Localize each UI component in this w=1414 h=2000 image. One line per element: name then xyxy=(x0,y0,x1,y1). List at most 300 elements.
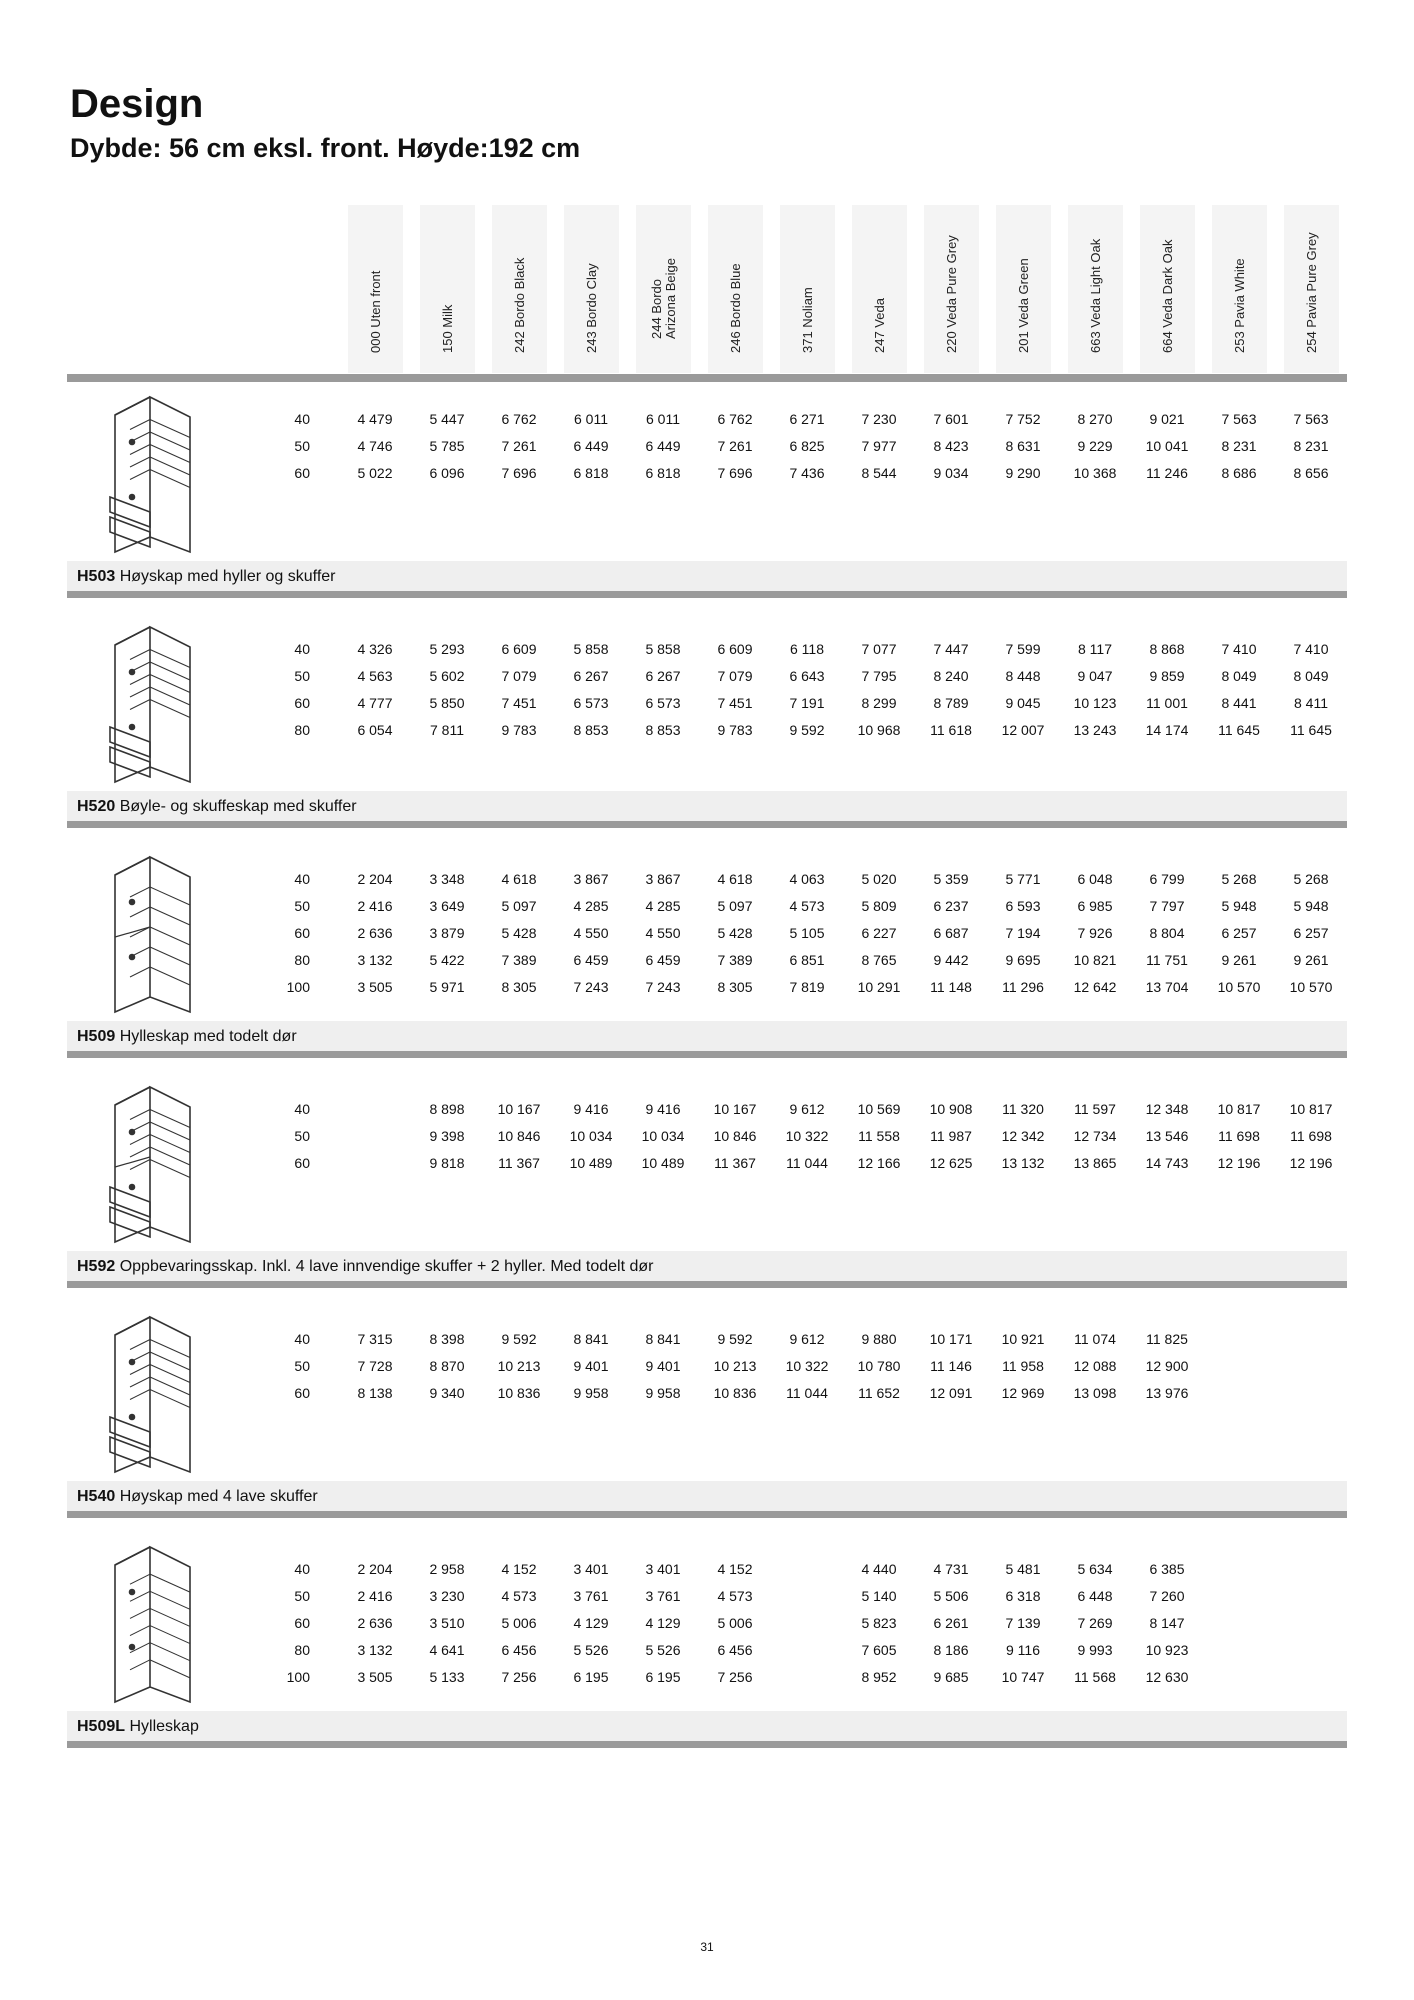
price-cell: 5 105 xyxy=(789,925,825,941)
price-cell: 5 097 xyxy=(717,898,753,914)
price-cell: 8 411 xyxy=(1294,695,1328,711)
price-cell: 6 459 xyxy=(573,952,609,968)
price-cell: 12 630 xyxy=(1145,1669,1189,1685)
width-cell: 60 xyxy=(294,925,310,941)
price-cell: 8 049 xyxy=(1293,668,1329,684)
price-cell: 11 246 xyxy=(1146,465,1188,481)
price-cell: 9 416 xyxy=(573,1101,609,1117)
price-cell: 7 811 xyxy=(430,722,464,738)
price-cell: 6 448 xyxy=(1077,1588,1113,1604)
price-cell: 13 865 xyxy=(1073,1155,1117,1171)
price-cell: 8 441 xyxy=(1221,695,1257,711)
price-cell: 6 096 xyxy=(429,465,465,481)
price-cell: 7 563 xyxy=(1293,411,1329,427)
price-cell: 11 645 xyxy=(1218,722,1260,738)
price-cell: 6 195 xyxy=(645,1669,681,1685)
price-cell: 13 546 xyxy=(1145,1128,1189,1144)
column-header-label: 243 Bordo Clay xyxy=(583,263,599,353)
column-header-label: 371 Noliam xyxy=(799,287,815,353)
price-cell: 12 348 xyxy=(1145,1101,1189,1117)
price-cell: 10 171 xyxy=(929,1331,973,1347)
section-divider xyxy=(67,1051,1347,1058)
price-cell: 4 573 xyxy=(789,898,825,914)
column-header-label: 247 Veda xyxy=(871,298,887,353)
price-cell: 10 570 xyxy=(1217,979,1261,995)
column-header xyxy=(420,205,475,373)
price-cell: 5 422 xyxy=(429,952,465,968)
price-cell: 7 696 xyxy=(717,465,753,481)
price-cell: 6 985 xyxy=(1077,898,1113,914)
price-cell: 8 138 xyxy=(357,1385,393,1401)
width-cell: 60 xyxy=(294,1155,310,1171)
price-cell: 4 746 xyxy=(357,438,393,454)
price-cell: 8 656 xyxy=(1293,465,1329,481)
price-cell: 10 908 xyxy=(929,1101,973,1117)
price-cell: 3 348 xyxy=(429,871,465,887)
width-cell: 50 xyxy=(294,1358,310,1374)
price-cell: 11 987 xyxy=(930,1128,972,1144)
width-cell: 80 xyxy=(294,722,310,738)
price-cell: 7 230 xyxy=(861,411,897,427)
price-cell: 8 870 xyxy=(429,1358,465,1374)
price-cell: 7 256 xyxy=(717,1669,753,1685)
price-cell: 8 448 xyxy=(1005,668,1041,684)
price-cell: 13 243 xyxy=(1073,722,1117,738)
price-cell: 7 194 xyxy=(1005,925,1041,941)
price-cell: 3 132 xyxy=(357,1642,393,1658)
price-cell: 9 398 xyxy=(429,1128,465,1144)
price-cell: 5 268 xyxy=(1221,871,1257,887)
price-cell: 4 129 xyxy=(573,1615,609,1631)
price-cell: 5 634 xyxy=(1077,1561,1113,1577)
width-cell: 40 xyxy=(294,411,310,427)
price-cell: 9 034 xyxy=(933,465,969,481)
price-cell: 9 401 xyxy=(573,1358,609,1374)
price-cell: 8 305 xyxy=(717,979,753,995)
price-cell: 8 841 xyxy=(573,1331,609,1347)
price-cell: 9 958 xyxy=(573,1385,609,1401)
price-cell: 7 191 xyxy=(789,695,825,711)
price-cell: 9 045 xyxy=(1005,695,1041,711)
price-cell: 12 196 xyxy=(1217,1155,1261,1171)
price-cell: 7 451 xyxy=(717,695,753,711)
price-cell: 6 118 xyxy=(790,641,824,657)
product-label-bar xyxy=(67,1481,1347,1511)
price-cell: 5 428 xyxy=(501,925,537,941)
price-cell: 4 641 xyxy=(429,1642,465,1658)
price-cell: 5 858 xyxy=(573,641,609,657)
price-cell: 5 526 xyxy=(645,1642,681,1658)
price-cell: 8 049 xyxy=(1221,668,1257,684)
price-cell: 8 853 xyxy=(645,722,681,738)
price-cell: 5 097 xyxy=(501,898,537,914)
price-cell: 6 818 xyxy=(573,465,609,481)
price-cell: 10 846 xyxy=(497,1128,541,1144)
price-cell: 11 367 xyxy=(714,1155,756,1171)
price-cell: 10 921 xyxy=(1001,1331,1045,1347)
width-cell: 40 xyxy=(294,641,310,657)
product-code: H520 xyxy=(77,798,116,815)
price-cell: 12 642 xyxy=(1073,979,1117,995)
price-cell: 8 898 xyxy=(429,1101,465,1117)
price-cell: 3 761 xyxy=(573,1588,609,1604)
price-cell: 8 952 xyxy=(861,1669,897,1685)
column-header xyxy=(636,205,691,373)
cabinet-inner-drawers-icon xyxy=(95,1077,225,1252)
product-code: H509 xyxy=(77,1028,116,1045)
product-name: Bøyle- og skuffeskap med skuffer xyxy=(115,798,357,815)
price-cell: 4 573 xyxy=(501,1588,537,1604)
price-cell: 5 506 xyxy=(933,1588,969,1604)
price-cell: 6 573 xyxy=(645,695,681,711)
price-cell: 12 969 xyxy=(1001,1385,1045,1401)
column-header-label: 201 Veda Green xyxy=(1015,258,1031,353)
column-header xyxy=(708,205,763,373)
product-label-bar xyxy=(67,1021,1347,1051)
price-cell: 2 204 xyxy=(357,1561,393,1577)
price-cell: 2 416 xyxy=(357,1588,393,1604)
price-cell: 10 968 xyxy=(857,722,901,738)
price-cell: 11 001 xyxy=(1146,695,1188,711)
price-cell: 9 880 xyxy=(861,1331,897,1347)
price-cell: 6 257 xyxy=(1293,925,1329,941)
section-divider xyxy=(67,1511,1347,1518)
price-cell: 4 550 xyxy=(645,925,681,941)
product-code: H509L xyxy=(77,1718,126,1735)
price-cell: 8 186 xyxy=(933,1642,969,1658)
price-cell: 10 041 xyxy=(1145,438,1189,454)
cabinet-low-drawers-icon xyxy=(95,1307,225,1482)
price-cell: 11 146 xyxy=(930,1358,972,1374)
price-cell: 8 789 xyxy=(933,695,969,711)
column-header-label: 244 Bordo Arizona Beige xyxy=(648,258,678,339)
price-cell: 9 958 xyxy=(645,1385,681,1401)
price-cell: 4 129 xyxy=(645,1615,681,1631)
price-cell: 8 305 xyxy=(501,979,537,995)
price-cell: 9 993 xyxy=(1077,1642,1113,1658)
price-cell: 14 743 xyxy=(1145,1155,1189,1171)
price-cell: 7 389 xyxy=(717,952,753,968)
width-cell: 40 xyxy=(294,1561,310,1577)
price-cell: 8 240 xyxy=(933,668,969,684)
product-name: Hylleskap med todelt dør xyxy=(115,1028,297,1045)
price-cell: 7 077 xyxy=(861,641,897,657)
price-cell: 7 243 xyxy=(645,979,681,995)
price-cell: 6 573 xyxy=(573,695,609,711)
price-cell: 10 123 xyxy=(1073,695,1117,711)
price-cell: 3 401 xyxy=(645,1561,681,1577)
price-cell: 4 573 xyxy=(717,1588,753,1604)
price-cell: 3 505 xyxy=(357,979,393,995)
price-cell: 6 456 xyxy=(501,1642,537,1658)
product-label-bar xyxy=(67,1711,1347,1741)
price-cell: 8 544 xyxy=(861,465,897,481)
price-cell: 8 270 xyxy=(1077,411,1113,427)
price-cell: 7 410 xyxy=(1293,641,1329,657)
price-cell: 10 489 xyxy=(569,1155,613,1171)
price-cell: 9 229 xyxy=(1077,438,1113,454)
price-cell: 6 762 xyxy=(717,411,753,427)
price-cell: 4 563 xyxy=(357,668,393,684)
width-cell: 60 xyxy=(294,1385,310,1401)
price-cell: 7 410 xyxy=(1221,641,1257,657)
price-cell: 9 047 xyxy=(1077,668,1113,684)
product-code: H503 xyxy=(77,568,116,585)
price-cell: 9 592 xyxy=(717,1331,753,1347)
price-cell: 10 821 xyxy=(1073,952,1117,968)
price-cell: 5 602 xyxy=(429,668,465,684)
price-cell: 5 771 xyxy=(1005,871,1041,887)
price-cell: 9 612 xyxy=(789,1101,825,1117)
price-cell: 6 449 xyxy=(645,438,681,454)
column-header xyxy=(924,205,979,373)
price-cell: 9 612 xyxy=(789,1331,825,1347)
column-header-label: 220 Veda Pure Grey xyxy=(943,235,959,353)
price-cell: 12 088 xyxy=(1073,1358,1117,1374)
price-cell: 2 416 xyxy=(357,898,393,914)
price-cell: 4 440 xyxy=(861,1561,897,1577)
product-code: H540 xyxy=(77,1488,116,1505)
price-cell: 5 133 xyxy=(429,1669,465,1685)
price-cell: 12 166 xyxy=(857,1155,901,1171)
price-cell: 10 817 xyxy=(1289,1101,1333,1117)
price-cell: 9 116 xyxy=(1006,1642,1040,1658)
product-name: Hylleskap xyxy=(125,1718,199,1735)
price-cell: 6 257 xyxy=(1221,925,1257,941)
price-cell: 12 007 xyxy=(1001,722,1045,738)
price-cell: 6 195 xyxy=(573,1669,609,1685)
price-cell: 12 091 xyxy=(929,1385,973,1401)
price-cell: 9 685 xyxy=(933,1669,969,1685)
price-cell: 8 117 xyxy=(1078,641,1112,657)
price-cell: 5 006 xyxy=(501,1615,537,1631)
price-cell: 7 926 xyxy=(1077,925,1113,941)
price-cell: 7 797 xyxy=(1149,898,1185,914)
price-cell: 10 034 xyxy=(641,1128,685,1144)
price-cell: 11 618 xyxy=(930,722,972,738)
price-cell: 9 290 xyxy=(1005,465,1041,481)
price-cell: 8 423 xyxy=(933,438,969,454)
width-cell: 50 xyxy=(294,668,310,684)
price-cell: 8 853 xyxy=(573,722,609,738)
price-cell: 11 698 xyxy=(1218,1128,1260,1144)
price-cell: 7 696 xyxy=(501,465,537,481)
price-cell: 7 243 xyxy=(573,979,609,995)
price-cell: 3 132 xyxy=(357,952,393,968)
price-cell: 8 398 xyxy=(429,1331,465,1347)
price-cell: 12 342 xyxy=(1001,1128,1045,1144)
product-label xyxy=(77,1028,297,1046)
price-cell: 11 558 xyxy=(858,1128,900,1144)
price-cell: 3 879 xyxy=(429,925,465,941)
product-label xyxy=(77,1718,199,1736)
product-code: H592 xyxy=(77,1258,116,1275)
price-cell: 11 074 xyxy=(1074,1331,1116,1347)
price-cell: 11 698 xyxy=(1290,1128,1332,1144)
price-cell: 9 783 xyxy=(717,722,753,738)
price-cell: 6 818 xyxy=(645,465,681,481)
price-cell: 5 526 xyxy=(573,1642,609,1658)
product-section-h509l xyxy=(0,1525,1414,1755)
price-cell: 10 322 xyxy=(785,1358,829,1374)
price-cell: 4 152 xyxy=(717,1561,753,1577)
column-header-label: 150 Milk xyxy=(439,304,455,353)
price-cell: 6 261 xyxy=(933,1615,969,1631)
price-cell: 9 442 xyxy=(933,952,969,968)
price-cell: 6 851 xyxy=(789,952,825,968)
price-cell: 5 948 xyxy=(1293,898,1329,914)
column-header-label: 000 Uten front xyxy=(367,270,383,353)
price-cell: 12 900 xyxy=(1145,1358,1189,1374)
price-cell: 4 777 xyxy=(357,695,393,711)
price-cell: 6 054 xyxy=(357,722,393,738)
price-cell: 11 148 xyxy=(930,979,972,995)
cabinet-shelves-icon xyxy=(95,1537,225,1712)
product-label xyxy=(77,568,335,586)
price-cell: 6 385 xyxy=(1149,1561,1185,1577)
price-cell: 7 601 xyxy=(933,411,969,427)
price-cell: 10 368 xyxy=(1073,465,1117,481)
column-header xyxy=(1068,205,1123,373)
price-cell: 11 568 xyxy=(1074,1669,1116,1685)
width-cell: 50 xyxy=(294,898,310,914)
price-cell: 4 285 xyxy=(645,898,681,914)
price-cell: 7 261 xyxy=(501,438,537,454)
width-cell: 80 xyxy=(294,1642,310,1658)
price-cell: 8 147 xyxy=(1149,1615,1185,1631)
price-cell: 7 819 xyxy=(789,979,825,995)
price-cell: 10 167 xyxy=(713,1101,757,1117)
price-cell: 7 260 xyxy=(1149,1588,1185,1604)
product-section-h520 xyxy=(0,605,1414,835)
product-name: Oppbevaringsskap. Inkl. 4 lave innvendige skuffer + 2 hyller. Med todelt dør xyxy=(115,1258,654,1275)
price-cell: 6 609 xyxy=(501,641,537,657)
price-cell: 9 261 xyxy=(1293,952,1329,968)
column-header xyxy=(348,205,403,373)
price-cell: 10 817 xyxy=(1217,1101,1261,1117)
price-cell: 11 597 xyxy=(1074,1101,1116,1117)
price-cell: 10 569 xyxy=(857,1101,901,1117)
price-cell: 2 636 xyxy=(357,1615,393,1631)
column-header xyxy=(492,205,547,373)
price-cell: 3 230 xyxy=(429,1588,465,1604)
price-cell: 6 011 xyxy=(646,411,680,427)
price-cell: 11 367 xyxy=(498,1155,540,1171)
price-cell: 5 858 xyxy=(645,641,681,657)
price-cell: 9 261 xyxy=(1221,952,1257,968)
price-cell: 4 063 xyxy=(789,871,825,887)
price-cell: 7 079 xyxy=(501,668,537,684)
price-cell: 2 204 xyxy=(357,871,393,887)
price-cell: 5 428 xyxy=(717,925,753,941)
price-cell: 6 456 xyxy=(717,1642,753,1658)
price-cell: 12 625 xyxy=(929,1155,973,1171)
column-header xyxy=(1284,205,1339,373)
price-cell: 7 795 xyxy=(861,668,897,684)
price-cell: 9 695 xyxy=(1005,952,1041,968)
price-cell: 10 034 xyxy=(569,1128,613,1144)
price-cell: 9 416 xyxy=(645,1101,681,1117)
width-cell: 60 xyxy=(294,695,310,711)
price-cell: 8 299 xyxy=(861,695,897,711)
column-header xyxy=(1212,205,1267,373)
price-cell: 7 079 xyxy=(717,668,753,684)
price-cell: 6 271 xyxy=(789,411,825,427)
width-cell: 50 xyxy=(294,438,310,454)
product-section-h540 xyxy=(0,1295,1414,1525)
column-header xyxy=(1140,205,1195,373)
price-cell: 6 449 xyxy=(573,438,609,454)
page-title: Design xyxy=(70,82,204,126)
price-cell: 7 389 xyxy=(501,952,537,968)
width-cell: 100 xyxy=(286,1669,310,1685)
column-header xyxy=(564,205,619,373)
price-cell: 10 846 xyxy=(713,1128,757,1144)
price-cell: 4 618 xyxy=(717,871,753,887)
price-cell: 9 818 xyxy=(429,1155,465,1171)
product-section-h509 xyxy=(0,835,1414,1065)
page-subtitle: Dybde: 56 cm eksl. front. Høyde:192 cm xyxy=(70,133,581,163)
price-cell: 13 704 xyxy=(1145,979,1189,995)
product-label-bar xyxy=(67,791,1347,821)
price-cell: 4 479 xyxy=(357,411,393,427)
price-cell: 6 227 xyxy=(861,925,897,941)
width-cell: 40 xyxy=(294,1101,310,1117)
price-cell: 11 652 xyxy=(858,1385,900,1401)
price-cell: 9 021 xyxy=(1149,411,1185,427)
price-cell: 7 451 xyxy=(501,695,537,711)
price-cell: 5 809 xyxy=(861,898,897,914)
price-cell: 5 447 xyxy=(429,411,465,427)
section-divider xyxy=(67,1281,1347,1288)
column-header-label: 663 Veda Light Oak xyxy=(1087,238,1103,353)
price-cell: 10 836 xyxy=(497,1385,541,1401)
width-cell: 100 xyxy=(286,979,310,995)
price-cell: 7 139 xyxy=(1005,1615,1041,1631)
price-cell: 14 174 xyxy=(1145,722,1189,738)
price-cell: 8 868 xyxy=(1149,641,1185,657)
column-header xyxy=(996,205,1051,373)
price-cell: 7 605 xyxy=(861,1642,897,1658)
price-cell: 10 489 xyxy=(641,1155,685,1171)
price-cell: 6 687 xyxy=(933,925,969,941)
cabinet-shelves-drawers-icon xyxy=(95,387,225,562)
price-cell: 5 948 xyxy=(1221,898,1257,914)
product-label-bar xyxy=(67,561,1347,591)
cabinet-rail-drawers-icon xyxy=(95,617,225,792)
price-cell: 8 686 xyxy=(1221,465,1257,481)
price-cell: 5 293 xyxy=(429,641,465,657)
price-cell: 8 231 xyxy=(1221,438,1257,454)
price-cell: 7 256 xyxy=(501,1669,537,1685)
product-label-bar xyxy=(67,1251,1347,1281)
price-cell: 4 731 xyxy=(933,1561,969,1577)
price-cell: 5 268 xyxy=(1293,871,1329,887)
price-cell: 9 592 xyxy=(789,722,825,738)
price-cell: 7 599 xyxy=(1005,641,1041,657)
product-name: Høyskap med hyller og skuffer xyxy=(115,568,336,585)
price-cell: 6 048 xyxy=(1077,871,1113,887)
price-cell: 8 231 xyxy=(1293,438,1329,454)
price-cell: 8 631 xyxy=(1005,438,1041,454)
product-label xyxy=(77,798,357,816)
price-cell: 5 823 xyxy=(861,1615,897,1631)
price-cell: 13 132 xyxy=(1001,1155,1045,1171)
price-cell: 3 867 xyxy=(645,871,681,887)
price-cell: 12 734 xyxy=(1073,1128,1117,1144)
price-cell: 5 971 xyxy=(429,979,465,995)
price-cell: 6 011 xyxy=(574,411,608,427)
